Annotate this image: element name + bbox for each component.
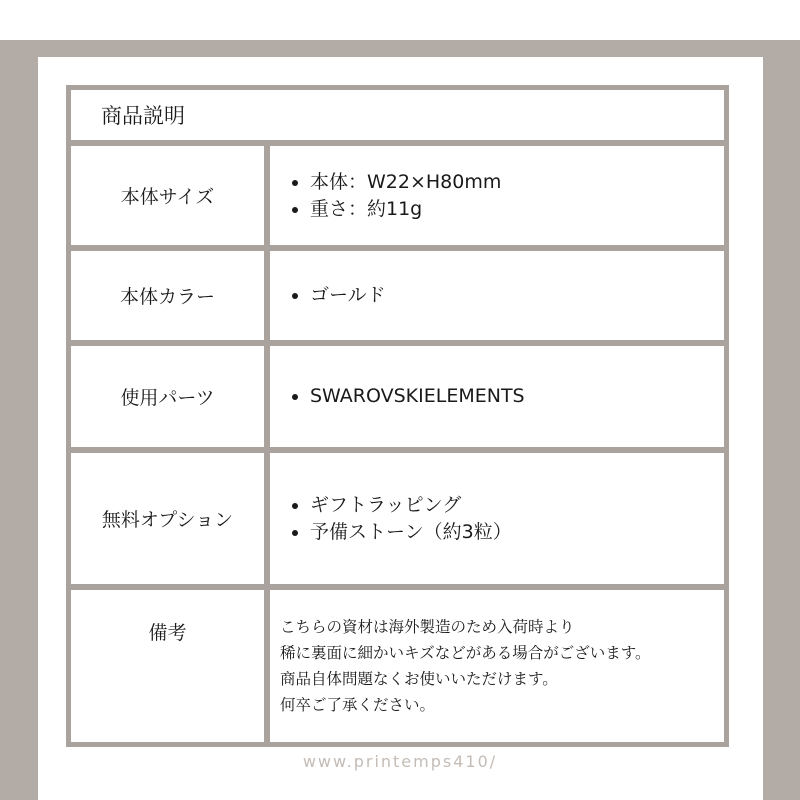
row-value-note bbox=[270, 590, 724, 742]
row-label-note: 備考 bbox=[71, 590, 264, 742]
table-title: 商品説明 bbox=[71, 90, 724, 140]
note-line: 稀に裏面に細かいキズなどがある場合がございます。 bbox=[280, 644, 651, 662]
row-value-size bbox=[270, 146, 724, 245]
list-item: • 本体：W22×H80mm bbox=[310, 169, 724, 196]
note-line: 何卒ご了承ください。 bbox=[280, 696, 436, 714]
footer-url: www.printemps410/ bbox=[302, 752, 498, 771]
row-label-color: 本体カラー bbox=[71, 251, 264, 340]
row-label-options: 無料オプション bbox=[71, 453, 264, 584]
note-line: こちらの資材は海外製造のため入荷時より bbox=[280, 618, 575, 636]
list-item: • ギフトラッピング bbox=[310, 492, 724, 519]
row-label-parts: 使用パーツ bbox=[71, 346, 264, 447]
row-value-options bbox=[270, 453, 724, 584]
list-item: • ゴールド bbox=[310, 282, 724, 309]
list-item: • SWAROVSKIELEMENTS bbox=[310, 383, 724, 410]
note-line: 商品自体問題なくお使いいただけます。 bbox=[280, 670, 558, 688]
list-item: • 予備ストーン（約3粒） bbox=[310, 519, 724, 546]
row-label-size: 本体サイズ bbox=[71, 146, 264, 245]
list-item: • 重さ：約11g bbox=[310, 196, 724, 223]
row-value-parts bbox=[270, 346, 724, 447]
row-value-color bbox=[270, 251, 724, 340]
